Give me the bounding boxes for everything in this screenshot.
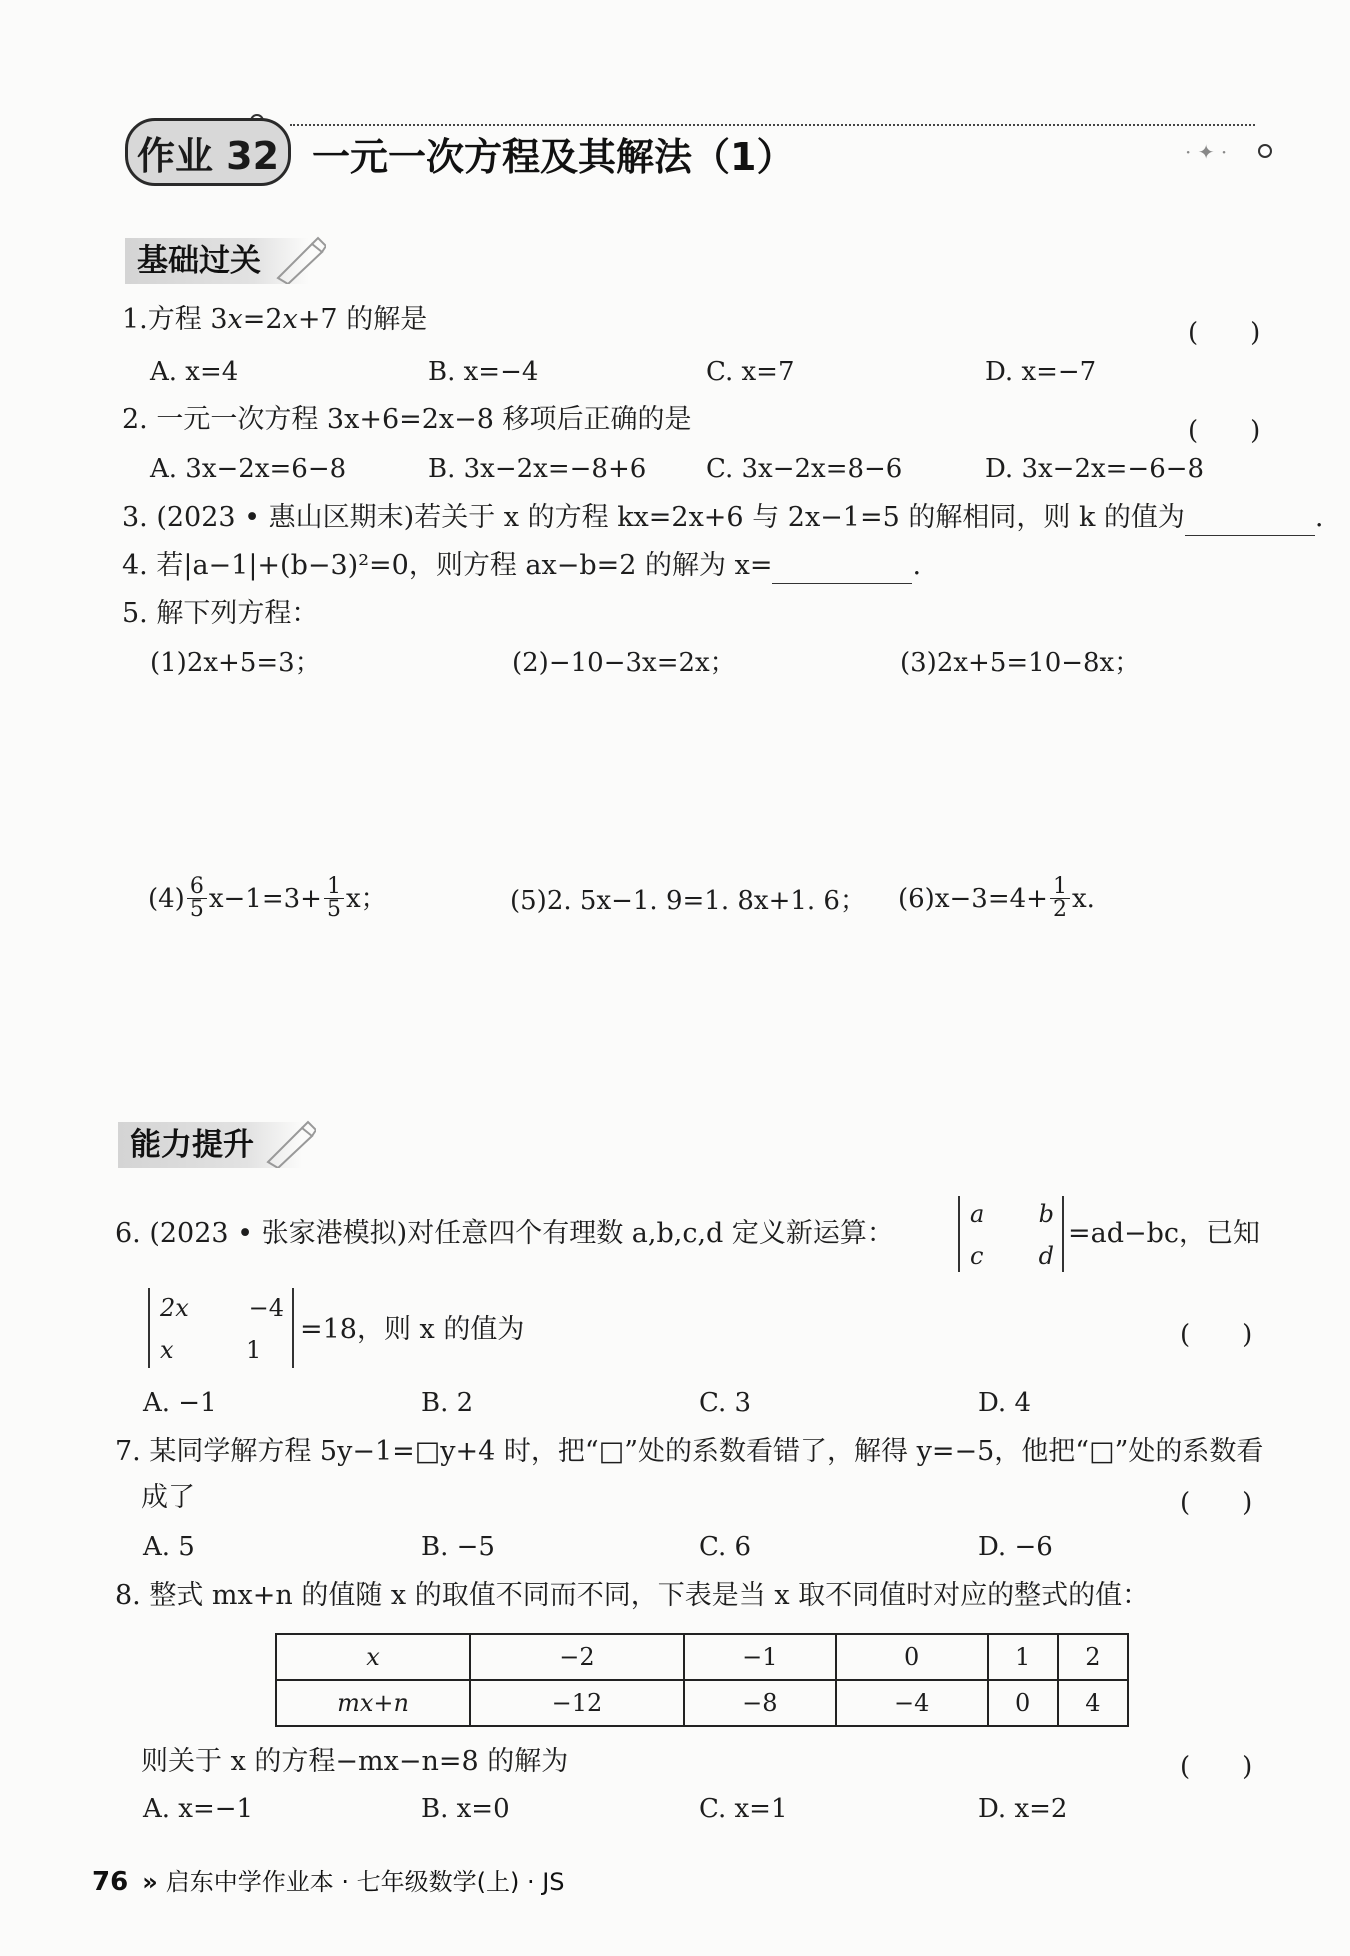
q3-stem: 3. (2023 • 惠山区期末)若关于 x 的方程 kx=2x+6 与 2x−1=5 的解相同，则 k 的值为 . [122, 500, 1323, 536]
q8-option-d[interactable]: D. x=2 [978, 1794, 1068, 1824]
q6-definition-result: =ad−bc，已知 [1068, 1218, 1261, 1249]
pencil-icon [262, 1120, 316, 1168]
header-dot-right [1258, 144, 1272, 158]
q2-option-b[interactable]: B. 3x−2x=−8+6 [428, 454, 647, 484]
fraction-1-5: $\frac{1}{5}$ [324, 876, 344, 921]
q2-stem: 2. 一元一次方程 3x+6=2x−8 移项后正确的是 [122, 404, 692, 435]
q6-option-d[interactable]: D. 4 [978, 1388, 1031, 1418]
q1-stem: 1.方程 3x=2x+7 的解是 [122, 304, 428, 335]
q2-answer-paren[interactable]: ( ) [1188, 416, 1261, 446]
values-table [275, 1633, 1129, 1727]
page-footer [92, 1862, 565, 1897]
table-cell: −12 [470, 1680, 684, 1726]
q8-follow-up: 则关于 x 的方程−mx−n=8 的解为 [141, 1746, 569, 1777]
fraction-6-5: $\frac{6}{5}$ [187, 876, 207, 921]
table-cell: 1 [988, 1634, 1058, 1680]
q1-option-b[interactable]: B. x=−4 [428, 357, 539, 387]
q7-option-c[interactable]: C. 6 [699, 1532, 752, 1562]
table-cell: 0 [836, 1634, 988, 1680]
table-cell: −4 [836, 1680, 988, 1726]
q7-option-d[interactable]: D. −6 [978, 1532, 1053, 1562]
table-cell: mx+n [276, 1680, 470, 1726]
q2-option-a[interactable]: A. 3x−2x=6−8 [150, 454, 347, 484]
pencil-icon [272, 236, 326, 284]
q1-option-a[interactable]: A. x=4 [150, 357, 239, 387]
q6-answer-paren[interactable]: ( ) [1180, 1320, 1253, 1350]
book-title: 启东中学作业本 · 七年级数学(上) · JS [165, 1868, 565, 1896]
table-row [276, 1680, 1128, 1726]
q7-stem-line1: 7. 某同学解方程 5y−1=□y+4 时，把“□”处的系数看错了，解得 y=−5，他把“□”处的系数看 [115, 1436, 1264, 1467]
q8-stem: 8. 整式 mx+n 的值随 x 的取值不同而不同，下表是当 x 取不同值时对应的整式的值： [115, 1580, 1150, 1611]
q5-part-6: (6)x−3=4+ $\frac{1}{2}$ x. [898, 874, 1095, 922]
q8-option-b[interactable]: B. x=0 [421, 1794, 510, 1824]
q2-option-c[interactable]: C. 3x−2x=8−6 [706, 454, 903, 484]
q7-stem-line2: 成了 [141, 1482, 195, 1513]
q5-part-1: (1)2x+5=3； [150, 648, 321, 678]
q4-answer-blank[interactable] [772, 553, 912, 584]
table-cell: −8 [684, 1680, 836, 1726]
q6-option-b[interactable]: B. 2 [421, 1388, 474, 1418]
q6-option-c[interactable]: C. 3 [699, 1388, 752, 1418]
q7-option-a[interactable]: A. 5 [143, 1532, 195, 1562]
table-cell: x [276, 1634, 470, 1680]
determinant-definition: a b c d [958, 1196, 1064, 1272]
q8-answer-paren[interactable]: ( ) [1180, 1752, 1253, 1782]
q6-given-result: =18，则 x 的值为 [300, 1314, 525, 1345]
table-cell: −2 [470, 1634, 684, 1680]
q2-option-d[interactable]: D. 3x−2x=−6−8 [985, 454, 1205, 484]
double-chevron-icon: » [142, 1868, 158, 1896]
q8-option-c[interactable]: C. x=1 [699, 1794, 788, 1824]
q4-stem: 4. 若|a−1|+(b−3)²=0，则方程 ax−b=2 的解为 x= . [122, 548, 921, 584]
page-number: 76 [92, 1867, 129, 1897]
q5-part-4: (4) $\frac{6}{5}$ x−1=3+ $\frac{1}{5}$ x； [148, 874, 387, 922]
table-cell: 4 [1058, 1680, 1128, 1726]
table-cell: −1 [684, 1634, 836, 1680]
q5-part-5: (5)2. 5x−1. 9=1. 8x+1. 6； [510, 886, 866, 916]
page-title: 一元一次方程及其解法（1） [312, 135, 795, 179]
homework-number-badge: 作业 32 [125, 118, 291, 186]
table-cell: 2 [1058, 1634, 1128, 1680]
section-advanced-tag: 能力提升 [118, 1122, 302, 1168]
q6-option-a[interactable]: A. −1 [143, 1388, 217, 1418]
q7-option-b[interactable]: B. −5 [421, 1532, 495, 1562]
q1-option-c[interactable]: C. x=7 [706, 357, 795, 387]
q7-answer-paren[interactable]: ( ) [1180, 1488, 1253, 1518]
q5-stem: 5. 解下列方程： [122, 598, 319, 629]
sparkle-icon: · ✦ · [1185, 140, 1228, 164]
q1-option-d[interactable]: D. x=−7 [985, 357, 1097, 387]
q3-answer-blank[interactable] [1185, 505, 1315, 536]
q5-part-2: (2)−10−3x=2x； [512, 648, 736, 678]
table-row [276, 1634, 1128, 1680]
determinant-given: 2x −4 x 1 [148, 1288, 294, 1368]
fraction-1-2: $\frac{1}{2}$ [1050, 876, 1070, 921]
section-basic-tag: 基础过关 [125, 238, 309, 284]
q6-stem: 6. (2023 • 张家港模拟)对任意四个有理数 a,b,c,d 定义新运算： [115, 1218, 894, 1249]
table-cell: 0 [988, 1680, 1058, 1726]
q1-answer-paren[interactable]: ( ) [1188, 318, 1261, 348]
q8-option-a[interactable]: A. x=−1 [143, 1794, 254, 1824]
q5-part-3: (3)2x+5=10−8x； [900, 648, 1141, 678]
